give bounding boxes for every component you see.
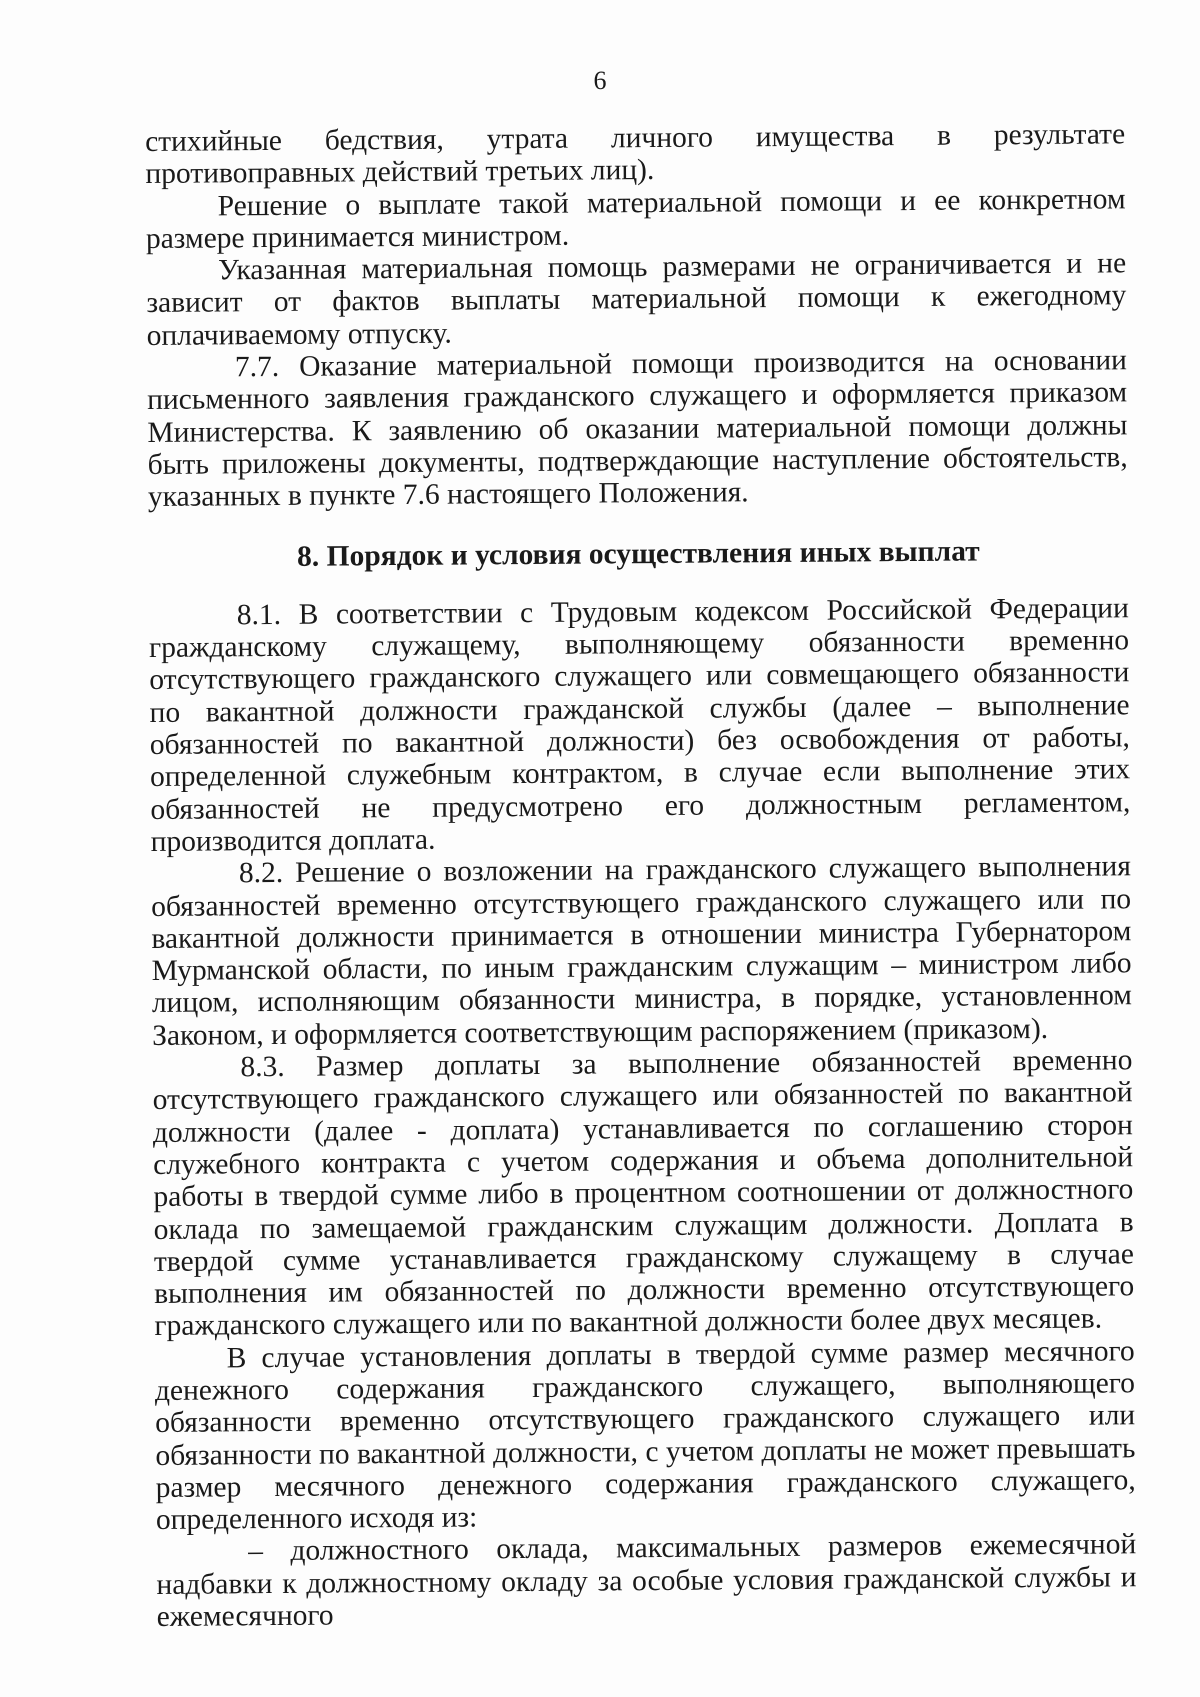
paragraph-decision: Решение о выплате такой материальной помощи и ее конкретном размере принимается министром.: [145, 182, 1126, 255]
paragraph-7-7: 7.7. Оказание материальной помощи производится на основании письменного заявления гражданского служащего и оформляется приказом Министерства. К заявлению об оказании материальной помощи должны быть приложены документы, подтверждающие наступление обстоятельств, указанных в пункте 7.6 настоящего Положения.: [147, 344, 1128, 514]
section-heading-8: 8. Порядок и условия осуществления иных выплат: [296, 535, 980, 573]
paragraph-continuation: стихийные бедствия, утрата личного имущества в результате противоправных действий третьих лиц).: [145, 118, 1126, 191]
list-item-salary: – должностного оклада, максимальных размеров ежемесячной надбавки к должностному окладу за особые условия гражданской службы и ежемесячного: [156, 1528, 1137, 1634]
paragraph-8-1: 8.1. В соответствии с Трудовым кодексом Российской Федерации гражданскому служащему, выполняющему обязанности временно отсутствующего гражданского служащего или совмещающего обязанности по вакантной должности гражданской службы (далее – выполнение обязанностей по вакантной должности) без освобождения от работы, определенной служебным контрактом, в случае если выполнение этих обязанностей не предусмотрено его должностным регламентом, производится доплата.: [148, 592, 1131, 858]
paragraph-fixed-sum: В случае установления доплаты в твердой сумме размер месячного денежного содержания гражданского служащего, выполняющего обязанности временно отсутствующего гражданского служащего или обязанности по вакантной должности, с учетом доплаты не может превышать размер месячного денежного содержания гражданского служащего, определенного исходя из:: [154, 1334, 1136, 1537]
paragraph-unlimited-aid: Указанная материальная помощь размерами не ограничивается и не зависит от фактов выплаты материальной помощи к ежегодному оплачиваемому отпуску.: [146, 247, 1127, 352]
paragraph-8-2: 8.2. Решение о возложении на гражданского служащего выполнения обязанностей временно отсутствующего гражданского служащего или по вакантной должности принимается в отношении министра Губернатором Мурманской области, по иным гражданским служащим – министром либо лицом, исполняющим обязанности министра, в порядке, установленном Законом, и оформляется соответствующим распоряжением (приказом).: [151, 850, 1132, 1052]
document-body: [145, 118, 1137, 1633]
paragraph-8-3: 8.3. Размер доплаты за выполнение обязанностей временно отсутствующего гражданского служащего или обязанностей по вакантной должности (далее - доплата) устанавливается по соглашению сторон служебного контракта с учетом содержания и объема дополнительной работы в твердой сумме либо в процентном соотношении от должностного оклада по замещаемой гражданским служащим должности. Доплата в твердой сумме устанавливается гражданскому служащему в случае выполнения им обязанностей по должности временно отсутствующего гражданского служащего или по вакантной должности более двух месяцев.: [152, 1044, 1135, 1343]
page-number: 6: [593, 66, 607, 95]
